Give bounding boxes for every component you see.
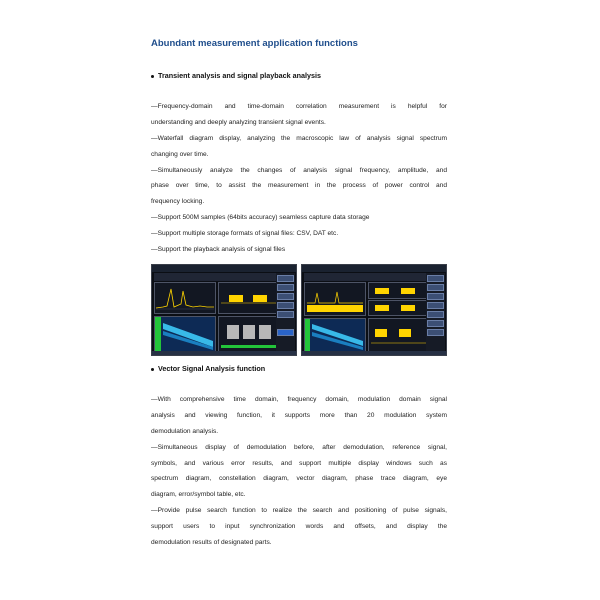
list-item: —With comprehensive time domain, frequency domain, modulation domain signal [151, 396, 447, 403]
softkey-button[interactable] [427, 320, 444, 327]
list-item: —Waterfall diagram display, analyzing the macroscopic law of analysis signal spectrum [151, 134, 447, 142]
list-item: —Provide pulse search function to realize the search and positioning of pulse signals, [151, 507, 447, 515]
softkey-button[interactable] [277, 311, 294, 318]
analyzer-screenshots [151, 264, 448, 356]
list-item: spectrum diagram, constellation diagram, vector diagram, phase trace diagram, eye [151, 475, 447, 483]
list-item: —Frequency-domain and time-domain correlation measurement is helpful for [151, 103, 447, 110]
list-item: symbols, and various error results, and support multiple display windows such as [151, 459, 447, 467]
waterfall-panel [304, 318, 366, 352]
pulse-trace [219, 317, 278, 351]
list-item: demodulation analysis. [151, 427, 219, 435]
softkey-button[interactable] [427, 329, 444, 336]
spectrum-panel [154, 282, 216, 314]
section-heading-label: Vector Signal Analysis function [158, 364, 266, 373]
waterfall-panel [154, 316, 216, 352]
list-item: —Simultaneously analyze the changes of analysis signal frequency, amplitude, and [151, 166, 447, 174]
time-domain-panel [218, 282, 279, 314]
softkey-button[interactable] [427, 311, 444, 318]
screen-header [154, 273, 279, 281]
list-item: phase over time, to assist the measurement in the process of power control and [151, 182, 447, 190]
amplitude-trace [219, 283, 278, 313]
softkey-button[interactable] [277, 275, 294, 282]
amplitude-panel [368, 282, 429, 299]
screen-header [304, 273, 429, 281]
vector-feature-list [151, 392, 447, 551]
screen-title-bar [302, 265, 446, 272]
list-item: understanding and deeply analyzing transient signal events. [151, 118, 326, 126]
softkey-button[interactable] [427, 302, 444, 309]
list-item: demodulation results of designated parts. [151, 539, 272, 547]
list-item: analysis and viewing function, it supports more than 20 modulation system [151, 411, 447, 419]
signal-playback-screenshot [301, 264, 447, 356]
transient-feature-list [151, 99, 447, 258]
screen-title-bar [152, 265, 296, 272]
bullet-icon [151, 368, 154, 371]
frequency-panel [368, 318, 429, 352]
spectrum-panel [304, 282, 366, 316]
section-heading-label: Transient analysis and signal playback analysis [158, 71, 321, 80]
list-item: frequency locking. [151, 198, 205, 206]
waterfall-display [305, 319, 365, 351]
transient-analysis-screenshot [151, 264, 297, 356]
frequency-trace [369, 319, 428, 351]
softkey-menu [426, 273, 445, 354]
phase-panel [368, 300, 429, 316]
softkey-button[interactable] [427, 284, 444, 291]
page-title: Abundant measurement application functions [151, 38, 358, 49]
list-item: —Support the playback analysis of signal files [151, 246, 286, 254]
softkey-button[interactable] [277, 293, 294, 300]
pulse-panel [218, 316, 279, 352]
waterfall-display [155, 317, 215, 351]
spectrum-trace [305, 283, 365, 315]
list-item: changing over time. [151, 150, 209, 158]
list-item: —Support 500M samples (64bits accuracy) seamless capture data storage [151, 214, 370, 222]
softkey-menu [276, 273, 295, 354]
status-bar [302, 351, 446, 355]
amplitude-trace [369, 283, 428, 298]
list-item: diagram, error/symbol table, etc. [151, 491, 246, 499]
section-heading-transient [151, 71, 321, 80]
status-bar [152, 351, 296, 355]
softkey-button[interactable] [427, 275, 444, 282]
phase-trace [369, 301, 428, 315]
softkey-button[interactable] [277, 302, 294, 309]
section-heading-vector [151, 364, 265, 373]
list-item: —Support multiple storage formats of signal files: CSV, DAT etc. [151, 230, 339, 238]
softkey-button[interactable] [277, 329, 294, 336]
list-item: —Simultaneous display of demodulation before, after demodulation, reference signal, [151, 443, 447, 451]
softkey-button[interactable] [277, 284, 294, 291]
list-item: support users to input synchronization words and offsets, and display the [151, 523, 447, 531]
bullet-icon [151, 75, 154, 78]
spectrum-trace [155, 283, 215, 313]
softkey-button[interactable] [427, 293, 444, 300]
